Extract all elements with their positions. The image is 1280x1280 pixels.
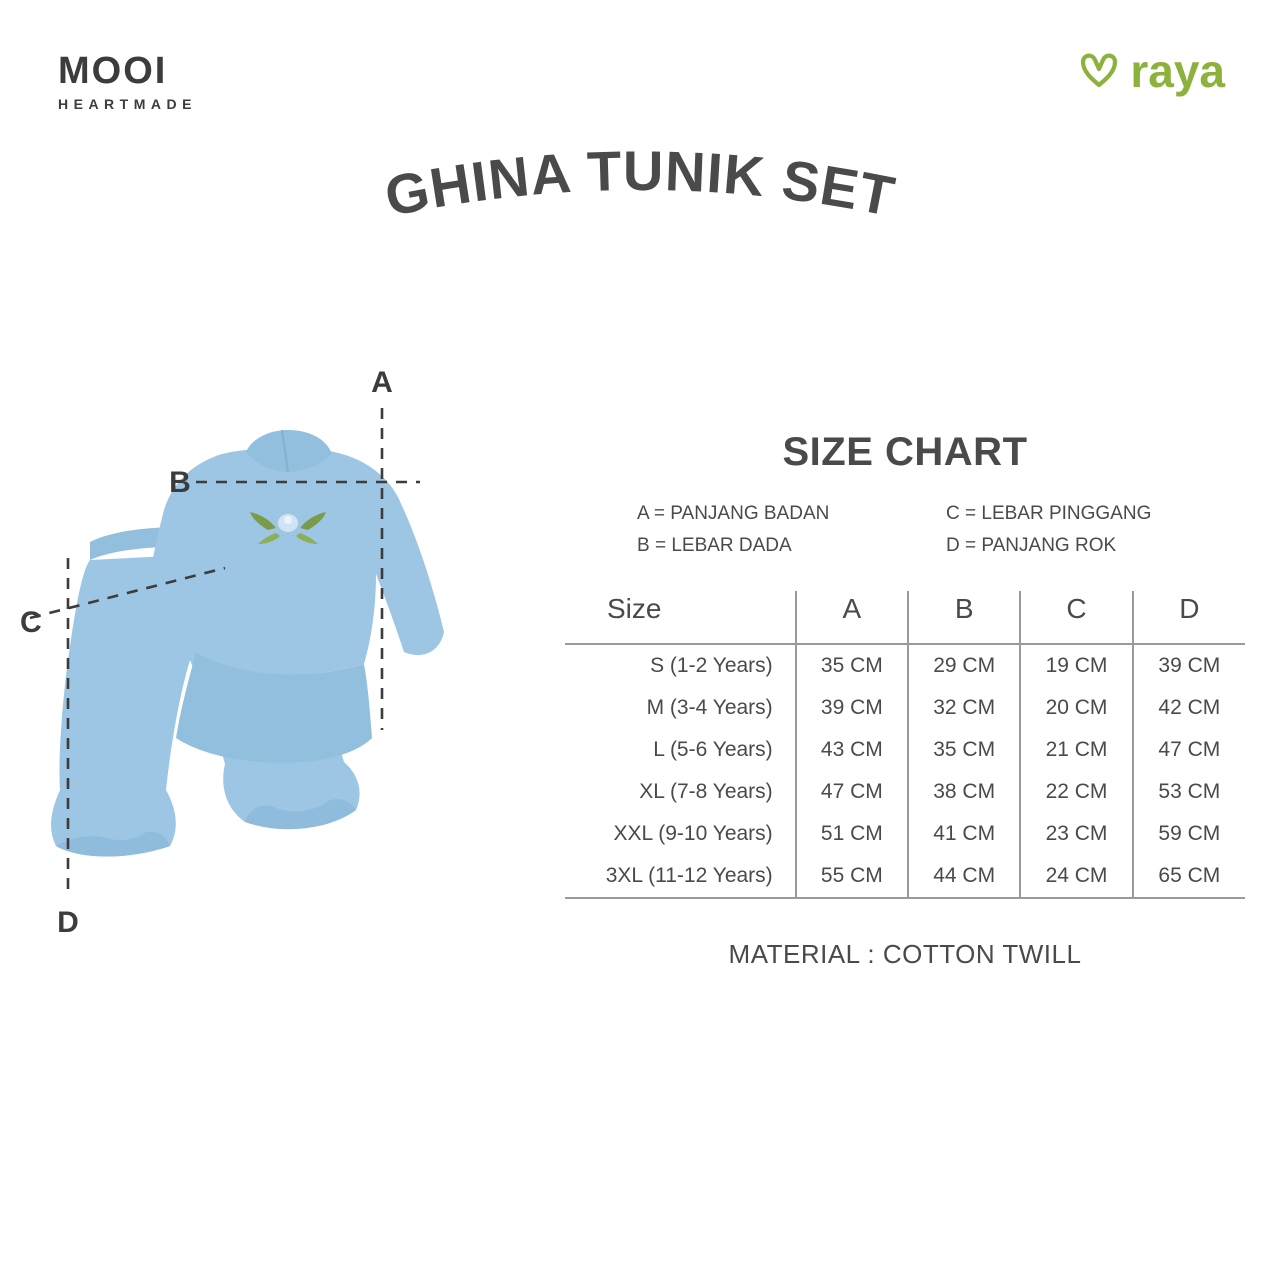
measurement-legend	[565, 503, 1245, 557]
table-row	[565, 687, 1245, 729]
row-size-label: L (5-6 Years)	[653, 738, 773, 761]
marker-b-label: B	[169, 466, 191, 499]
row-value-b: 32 CM	[908, 687, 1020, 729]
row-value-a: 35 CM	[796, 644, 908, 687]
column-header-b: B	[908, 591, 1020, 644]
table-row	[565, 729, 1245, 771]
row-value-c: 21 CM	[1020, 729, 1132, 771]
row-size-label: XL (7-8 Years)	[639, 780, 773, 803]
marker-c-label: C	[20, 606, 42, 639]
table-row	[565, 644, 1245, 687]
row-size-label: 3XL (11-12 Years)	[565, 855, 796, 898]
legend-item-c: C = LEBAR PINGGANG	[946, 503, 1152, 524]
column-header-d: D	[1133, 591, 1245, 644]
table-header-row	[565, 591, 1245, 644]
product-illustration	[20, 360, 540, 960]
row-value-d: 53 CM	[1133, 771, 1245, 813]
row-value-a: 55 CM	[796, 855, 908, 898]
marker-a-label: A	[371, 366, 393, 399]
row-value-c: 20 CM	[1020, 687, 1132, 729]
row-size-label: S (1-2 Years)	[650, 654, 773, 677]
row-value-b: 38 CM	[908, 771, 1020, 813]
row-value-c: 23 CM	[1020, 813, 1132, 855]
size-table	[565, 591, 1245, 899]
column-header-a: A	[796, 591, 908, 644]
table-row	[565, 813, 1245, 855]
size-chart-panel	[565, 430, 1245, 970]
size-chart-title: SIZE CHART	[782, 430, 1028, 474]
row-value-d: 47 CM	[1133, 729, 1245, 771]
legend-item-a: A = PANJANG BADAN	[637, 503, 830, 524]
row-value-c: 24 CM	[1020, 855, 1132, 898]
row-value-b: 44 CM	[908, 855, 1020, 898]
svg-text:GHINA TUNIK SET	[380, 139, 900, 228]
row-value-a: 43 CM	[796, 729, 908, 771]
material-note: MATERIAL : COTTON TWILL	[728, 939, 1082, 969]
page-title-text: GHINA TUNIK SET	[379, 138, 901, 229]
row-value-a: 51 CM	[796, 813, 908, 855]
column-header-size: Size	[607, 593, 662, 624]
row-value-b: 35 CM	[908, 729, 1020, 771]
raya-wordmark: raya	[1130, 45, 1225, 97]
row-size-label: M (3-4 Years)	[646, 696, 773, 719]
heart-icon	[1078, 50, 1120, 92]
row-value-b: 29 CM	[908, 644, 1020, 687]
table-row	[565, 855, 1245, 898]
legend-item-d: D = PANJANG ROK	[946, 535, 1117, 556]
legend-item-b: B = LEBAR DADA	[637, 535, 792, 556]
brand-name: MOOI	[58, 50, 168, 92]
brand-tagline: HEARTMADE	[58, 96, 197, 112]
row-value-c: 19 CM	[1020, 644, 1132, 687]
row-value-d: 42 CM	[1133, 687, 1245, 729]
row-value-c: 22 CM	[1020, 771, 1132, 813]
row-value-d: 65 CM	[1133, 855, 1245, 898]
row-value-d: 39 CM	[1133, 644, 1245, 687]
raya-logo	[1078, 45, 1225, 97]
table-row	[565, 771, 1245, 813]
column-header-c: C	[1020, 591, 1132, 644]
row-value-a: 47 CM	[796, 771, 908, 813]
row-value-b: 41 CM	[908, 813, 1020, 855]
row-value-d: 59 CM	[1133, 813, 1245, 855]
marker-d-label: D	[57, 906, 79, 939]
row-value-a: 39 CM	[796, 687, 908, 729]
brand-logo	[58, 52, 197, 111]
row-size-label: XXL (9-10 Years)	[613, 822, 773, 845]
page-title	[0, 140, 1280, 260]
